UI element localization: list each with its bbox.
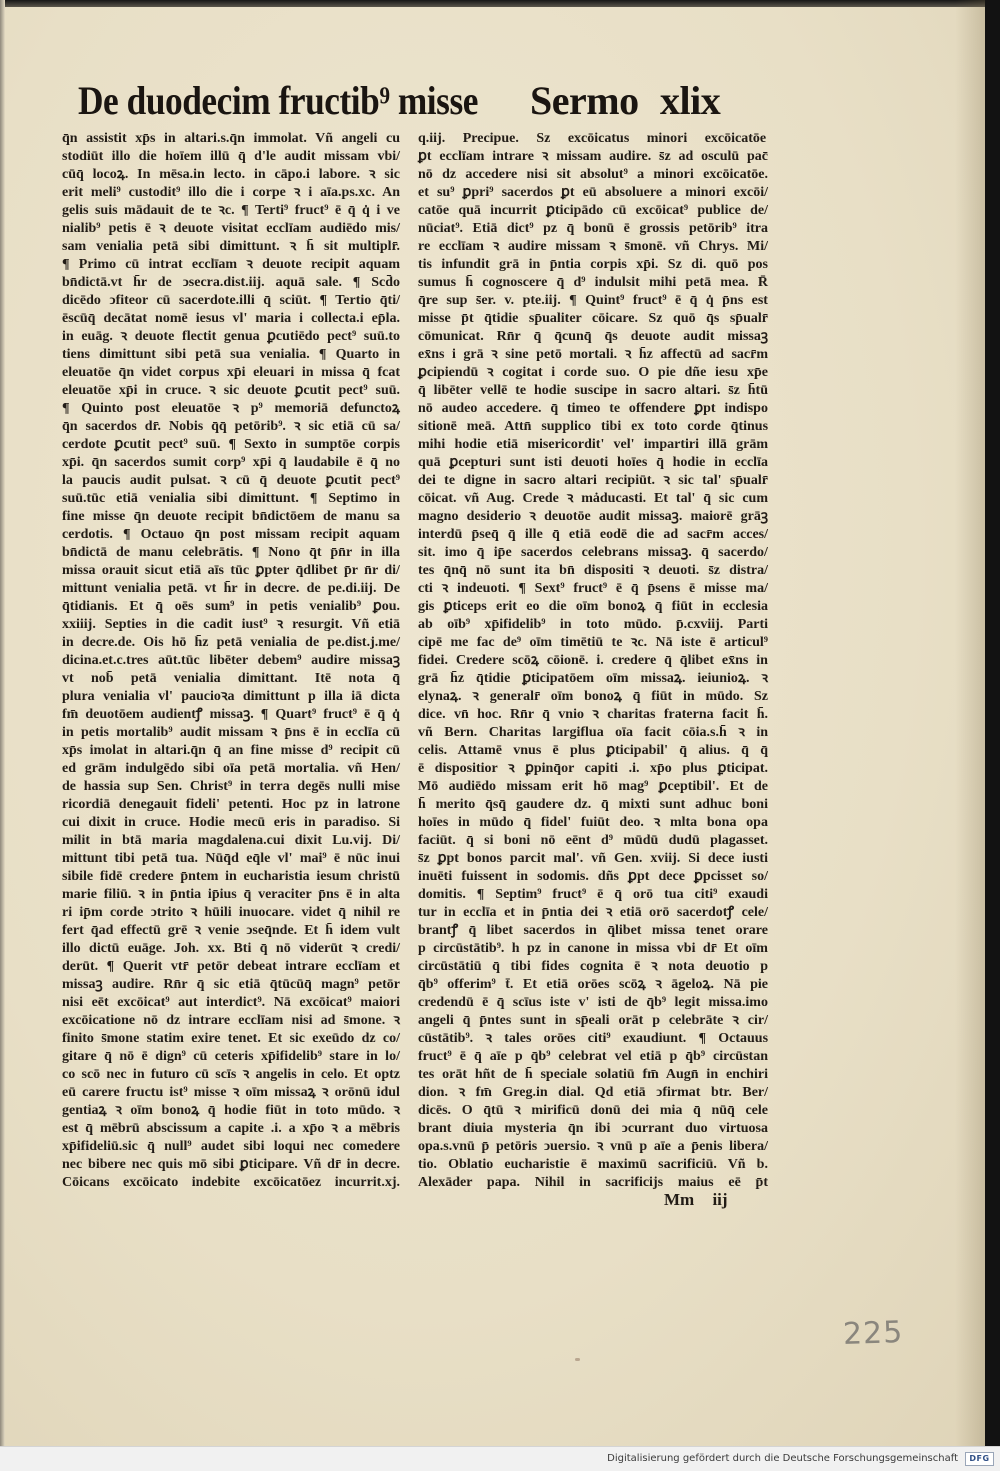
text-line-right: credendū ē q̄ scīus iste v' isti de q̄b⁹ legit missa.imo bbox=[418, 995, 768, 1010]
text-line-right: brant diuia mysteria q̄n ibi ↄcurrant duo virtuosa bbox=[418, 1121, 768, 1136]
sermon-label: Sermo bbox=[530, 78, 639, 123]
text-line-right: q̄ libēter vellē te hodie suscipe in sacro altari. s̄z h̄tū bbox=[418, 383, 768, 398]
pencil-folio-number: 225 bbox=[842, 1314, 904, 1353]
text-line-left: xp̄i. q̄n sacerdos sumit corp⁹ xp̄i q̄ laudabile ē q̄ no bbox=[62, 455, 401, 470]
text-line-left: ricordiā denegauit fideli' petenti. Hoc pz in latrone bbox=[62, 797, 400, 812]
text-line-right: ab oīb⁹ xp̄ifidelib⁹ in toto mūdo. p̄.cxviij. Parti bbox=[418, 617, 769, 632]
text-line-left: q̄n assistit xp̄s in altari.s.q̄n immolat. Vñ angeli cu bbox=[62, 131, 401, 146]
text-line-right: tes q̄nq̄ nō sunt ita bn̄ dispositi ꝛ deuoti. s̄z distra/ bbox=[418, 563, 769, 578]
text-line-left: milit in btā maria magdalena.cui dixit Lu.vij. Di/ bbox=[62, 833, 401, 848]
text-line-right: celis. Attamē vnus ē plus ꝑticipabil' q̄ alius. q̄ q̄ bbox=[418, 743, 769, 758]
text-line-right: elynaꝝ. ꝛ generalr̄ oīm bonoꝝ q̄ fiūt in mūdo. Sz bbox=[418, 689, 769, 704]
text-line-right: nō audeo accedere. q̄ timeo te offendere ꝑpt indispo bbox=[418, 401, 768, 416]
text-line-left: fm̄ deuotōem audientꝭ missaꝫ. ¶ Quart⁹ fruct⁹ ē q̄ q̇ bbox=[62, 707, 400, 722]
text-line-left: marie filiū. ꝛ in p̄ntia ip̄ius q̄ veraciter p̄ns ē in alta bbox=[62, 887, 401, 902]
text-line-right: cipē me fac de⁹ oīm timētiū te ꝛc. Nā iste ē articul⁹ bbox=[418, 635, 768, 650]
text-line-right: p circūstātib⁹. h pz in canone in missa vbi dr̄ Et oīm bbox=[418, 941, 768, 956]
text-line-left: ri ip̄m corde ↄtrito ꝛ hūili inuocare. videt q̄ nihil re bbox=[62, 905, 400, 920]
text-line-left: vt nob̄ petā venialia dimittant. Itē nota q̄ bbox=[62, 671, 401, 686]
text-line-right: cōmunicat. Rn̄r q̄ q̄cunq̄ q̄s deuote audit missaꝫ bbox=[418, 329, 768, 344]
text-line-right: dion. ꝛ fm̄ Greg.in dial. Qd etiā ↄfirmat btr. Ber/ bbox=[418, 1085, 769, 1100]
text-line-left: gelis suis mādauit de te ꝛc. ¶ Terti⁹ fruct⁹ ē q̄ q̇ i ve bbox=[62, 203, 400, 218]
text-line-left: ¶ Primo cū intrat ecclīam ꝛ deuote recipit aquam bbox=[62, 257, 401, 272]
text-line-right: fidei. Credere scōꝝ cōionē. i. credere q̄ q̄libet ex̄ns in bbox=[418, 653, 768, 668]
text-line-right: misse p̄t q̄tidie sp̄ualiter cōicare. Sz quō q̄s sp̄ualr̄ bbox=[418, 311, 768, 326]
text-line-left: missaꝫ audire. Rn̄r q̄ sic etiā q̄tūcūq̄ magn⁹ petōr bbox=[62, 977, 400, 992]
text-line-left: finito s̄mone statim exire tenet. Et sic exeūdo dz co/ bbox=[62, 1031, 400, 1046]
text-line-left: fert q̄ad effectū grē ꝛ venie ↄseq̄nde. Et h̄ idem vult bbox=[62, 923, 401, 938]
text-line-left: xp̄s imolat in altari.q̄n q̄ an fine misse d⁹ recipit cū bbox=[62, 743, 401, 758]
text-line-right: angeli q̄ p̄ntes sunt in sp̄eali orāt p celebrāte ꝛ cir/ bbox=[418, 1013, 768, 1028]
text-line-right: cūstātib⁹. ꝛ tales orōes citi⁹ exaudiunt. ¶ Octauus bbox=[418, 1031, 769, 1046]
text-line-left: cui dixit in cruce. Hodie mecū eris in paradiso. Si bbox=[62, 815, 401, 830]
text-line-right: catōe quā incurrit ꝑticipādo cū excōicat⁹ publice de/ bbox=[418, 203, 769, 218]
text-line-right: sit. imo q̄ ip̄e sacerdos celebrans missaꝫ. q̄ sacerdo/ bbox=[418, 545, 768, 560]
text-line-right: tio. Oblatio eucharistie ē maximū sacrificiū. Vñ b. bbox=[418, 1157, 768, 1172]
text-line-left: nec bibere nec quis mō sibi ꝑticipare. Vñ dr̄ in decre. bbox=[62, 1157, 401, 1172]
text-line-left: cerdotis. ¶ Octauo q̄n post missam recipit aquam bbox=[62, 527, 400, 542]
funding-note: Digitalisierung gefördert durch die Deutsche Forschungsgemeinschaft bbox=[607, 1453, 958, 1464]
text-line-left: in petis mortalib⁹ audit missam ꝛ p̄ns ē in ecclīa cū bbox=[62, 725, 400, 740]
text-line-left: bn̄dictā de manu celebrātis. ¶ Nono q̄t p̄n̄r in illa bbox=[62, 545, 401, 560]
text-line-right: magno desiderio ꝛ deuotōe audit missaꝫ. maiorē grāꝫ bbox=[418, 509, 769, 524]
text-line-right: faciūt. q̄ si boni nō eēnt d⁹ mūdū dudū plagasset. bbox=[418, 833, 769, 848]
text-line-left: co scō nec in futuro cū scīs ꝛ angelis in celo. Et optz bbox=[62, 1067, 401, 1082]
text-line-right: inuēti fuissent in sodomis. dñs ꝑpt dece ꝑpcisset so/ bbox=[418, 869, 769, 884]
text-line-left: tiens dimittunt sibi petā sua venialia. ¶ Quarto in bbox=[62, 347, 401, 362]
text-line-left: sibile fidē credere p̄ntem in eucharistia iesum christū bbox=[62, 869, 401, 884]
text-line-left: derūt. ¶ Querit vtr̄ petōr debeat intrare ecclīam et bbox=[62, 959, 400, 974]
text-line-left: sam venialia petā sibi dimittunt. ꝛ h̄ sit multiplr̄. bbox=[62, 239, 400, 254]
text-line-left: xxiiij. Septies in die cadit iust⁹ ꝛ resurgit. Vñ etiā bbox=[62, 617, 401, 632]
text-line-right: ꝑcipiendū ꝛ cogitat i corde suo. O pie dñe iesu xp̄e bbox=[418, 365, 768, 380]
text-line-right: h̄ merito q̄sq̄ gaudere dz. q̄ mixti sunt adhuc boni bbox=[418, 797, 768, 812]
text-line-left: fine misse q̄n deuote recipit bn̄dictōem de manu sa bbox=[62, 509, 401, 524]
text-line-right: et su⁹ ꝑpri⁹ sacerdos ꝑt eū absoluere a minori excōi/ bbox=[418, 185, 769, 200]
text-line-left: eū carere fructu ist⁹ misse ꝛ oīm missaꝝ ꝛ orōnū idul bbox=[62, 1085, 400, 1100]
text-line-right: q̄re sup s̄er. v. pte.iij. ¶ Quint⁹ fruct⁹ ē q̄ q̇ p̄ns est bbox=[418, 293, 768, 308]
scan-top-border bbox=[0, 0, 1000, 7]
text-line-left: stodiūt illo die hoīem illū q̄ d'le audit missam vbi/ bbox=[62, 149, 401, 164]
text-line-right: dei te digne in sacro altari recipiūt. ꝛ sic tal' sp̄ualr̄ bbox=[418, 473, 768, 488]
text-line-left: eleuatōe q̄n videt corpus xp̄i eleuari in missa q̄ fcat bbox=[62, 365, 401, 380]
text-line-left: missa orauit sicut etiā aīs tūc ꝑpter q̄dlibet p̄r n̄r di/ bbox=[62, 563, 400, 578]
text-line-right: opa.s.vnū p̄ petōris ↄuersio. ꝛ vnū p aīe a p̄enis libera/ bbox=[418, 1139, 768, 1154]
text-line-right: tes orāt hñt de h̄ speciale solatiū fm̄ Augn̄ in enchiri bbox=[418, 1067, 768, 1082]
text-line-right: nūciat⁹. Etiā dict⁹ pz q̄ bonū ē grossis petōrib⁹ itra bbox=[418, 221, 768, 236]
dfg-logo-icon: DFG bbox=[965, 1452, 994, 1466]
text-line-left: suū.tūc etiā venialia sibi dimittunt. ¶ Septimo in bbox=[62, 491, 401, 506]
text-line-right: dicēs. O q̄tū ꝛ mirificū donū dei mia q̄ nūq̄ cele bbox=[418, 1103, 768, 1118]
text-line-left: in decre.de. Ois hō h̄z petā venialia de pe.dist.j.me/ bbox=[62, 635, 401, 650]
page-left-edge bbox=[0, 0, 5, 1446]
text-line-left: q̄tidianis. Et q̄ oēs sum⁹ in petis venialib⁹ ꝑou. bbox=[62, 599, 401, 614]
text-line-right: quā ꝑcepturi sunt isti deuoti hoīes q̄ hodie in ecclīa bbox=[418, 455, 768, 470]
page-gutter-shadow bbox=[955, 0, 985, 1446]
text-line-left: excōicatione nō dz intrare ecclīam nisi ad s̄mone. ꝛ bbox=[62, 1013, 401, 1028]
text-line-right: dice. vn̄ hoc. Rn̄r q̄ vnio ꝛ charitas fraterna facit h̄. bbox=[418, 707, 769, 722]
text-line-right: vñ Bern. Charitas largiflua oīa facit cōia.s.h̄ ꝛ in bbox=[418, 725, 769, 740]
text-line-right: sumus h̄ cognoscere q̄ d⁹ indulsit mihi petā mea. R̄ bbox=[418, 275, 768, 290]
text-line-left: mittunt venialia petā. vt h̄r in decre. de pe.di.iij. De bbox=[62, 581, 401, 596]
scan-right-border bbox=[985, 0, 1000, 1446]
left-column bbox=[62, 130, 400, 1192]
text-line-right: tur in ecclīa et in p̄ntia dei ꝛ etiā orō sacerdotꝭ cele/ bbox=[418, 905, 769, 920]
text-line-left: gitare q̄ nō ē dign⁹ cū ceteris xp̄ifidelib⁹ stare in lo/ bbox=[62, 1049, 400, 1064]
text-line-right: gis ꝑticeps erit eo die oīm bonoꝝ q̄ fiūt in ecclesia bbox=[418, 599, 768, 614]
text-line-right: Alexāder papa. Nihil in sacrificijs maius eē p̄t bbox=[418, 1175, 769, 1190]
text-line-left: dicēdo ↄfiteor cū sacerdote.illi q̄ sciūt. ¶ Tertio q̄ti/ bbox=[62, 293, 400, 308]
text-line-right: ex̄ns i grā ꝛ sine petō mortali. ꝛ h̄z affectū ad sacr̄m bbox=[418, 347, 768, 362]
text-line-right: mihi hodie etiā misericordit' vel' impartiri illā grām bbox=[418, 437, 768, 452]
text-line-left: ¶ Quinto post eleuatōe ꝛ p⁹ memoriā defunctoꝝ bbox=[62, 401, 401, 416]
digitization-footer bbox=[0, 1446, 1000, 1471]
text-line-left: Cōicans excōicato indebite excōicatōez incurrit.xj. bbox=[62, 1175, 401, 1190]
text-line-left: eleuatōe xp̄i in cruce. ꝛ sic deuote ꝑcutit pect⁹ suū. bbox=[62, 383, 401, 398]
text-line-right: ē dispositior ꝛ ꝑpinq̄or capiti .i. xp̄o plus ꝑticipat. bbox=[418, 761, 768, 776]
text-line-left: plura venialia vl' paucioꝛa dimittunt p illa iā dicta bbox=[62, 689, 400, 704]
text-line-left: cerdote ꝑcutit pect⁹ suū. ¶ Sexto in sumptōe corpis bbox=[62, 437, 400, 452]
running-title: De duodecim fructib⁹ misse bbox=[78, 78, 478, 123]
text-line-right: tis infundit grā in p̄ntia corpis xp̄i. Sz di. quō pos bbox=[418, 257, 768, 272]
text-line-left: ed grām indulgēdo sibi oīa petā mortalia. vñ Hen/ bbox=[62, 761, 400, 776]
text-line-right: sitionē meā. Attn̄ supplico tibi ex toto corde q̄tinus bbox=[418, 419, 769, 434]
text-line-right: circūstātiū q̄ tibi fides cognita ē ꝛ nota deuotio p bbox=[418, 959, 768, 974]
text-line-right: grā h̄z q̄tidie ꝑticipatōem oīm missaꝝ. ieiunioꝝ. ꝛ bbox=[418, 671, 769, 686]
text-line-left: xp̄ifideliū.sic q̄ null⁹ audet sibi loqui nec comedere bbox=[62, 1139, 401, 1154]
text-line-left: nialib⁹ petis ē ꝛ deuote visitat ecclīam audiēdo mis/ bbox=[62, 221, 400, 236]
text-line-left: dicina.et.c.tres aūt.tūc libēter debem⁹ audire missaꝫ bbox=[62, 653, 401, 668]
right-column bbox=[418, 130, 768, 1192]
text-line-left: cūq̄ locoꝝ. In mēsa.in lecto. in cāpo.i labore. ꝛ sic bbox=[62, 167, 400, 182]
text-line-right: brantꝭ q̄ libet sacerdos in q̄libet missa tenet orare bbox=[418, 923, 768, 938]
text-line-left: est q̄ mēbrū abscissum a capite .i. a xp̄o ꝛ a mēbris bbox=[62, 1121, 400, 1136]
text-line-left: erit meli⁹ custodit⁹ illo die i corpe ꝛ i aīa.ps.xc. An bbox=[62, 185, 401, 200]
sermon-number: xlix bbox=[660, 78, 721, 123]
text-line-right: q̄b⁹ offerim⁹ t̄. Et etiā orōes scōꝝ ꝛ āgeloꝝ. Nā pie bbox=[418, 977, 768, 992]
paper-speck bbox=[575, 1358, 580, 1361]
text-line-right: interdū p̄seq̄ q̄ ille q̄ etiā eodē die ad sacr̄m acces/ bbox=[418, 527, 769, 542]
text-line-left: mittunt tibi petā tua. Nūq̄d eq̄le vl' mai⁹ ē nūc inui bbox=[62, 851, 401, 866]
text-line-left: in euāg. ꝛ deuote flectit genua ꝑcutiēdo pect⁹ suū.to bbox=[62, 329, 400, 344]
text-line-right: cti ꝛ indeuoti. ¶ Sext⁹ fruct⁹ ē q̄ p̄sens ē misse ma/ bbox=[418, 581, 768, 596]
text-line-right: ꝑt ecclīam intrare ꝛ missam audire. s̄z ad osculū pac̄ bbox=[418, 149, 769, 164]
text-line-right: hoīes in mūdo q̄ fidel' fuiūt deo. ꝛ mlta bona opa bbox=[418, 815, 768, 830]
text-line-right: Mō audiēdo missam erit hō mag⁹ ꝑceptibil'. Et de bbox=[418, 779, 768, 794]
text-line-left: ēscūq̄ decātat nomē iesus vl' maria i collecta.i ep̄la. bbox=[62, 311, 400, 326]
text-line-left: de hassia sup Sen. Christ⁹ in terra degēs nulli mise bbox=[62, 779, 400, 794]
text-line-right: fruct⁹ ē q̄ aīe p q̄b⁹ celebrat vel etiā p q̄b⁹ circūstan bbox=[418, 1049, 768, 1064]
text-line-left: la paucis audit pulsat. ꝛ cū q̄ deuote ꝑcutit pect⁹ bbox=[62, 473, 400, 488]
text-line-right: q.iij. Precipue. Sz excōicatus minori excōicatōe bbox=[418, 131, 767, 146]
text-line-right: re ecclīam ꝛ audire missam ꝛ s̄monē. vñ Chrys. Mi/ bbox=[418, 239, 769, 254]
text-line-left: illo dictū euāge. Joh. xx. Bti q̄ nō viderūt ꝛ credi/ bbox=[62, 941, 401, 956]
text-line-left: nisi eēt excōicat⁹ aut interdict⁹. Nā excōicat⁹ maiori bbox=[62, 995, 400, 1010]
text-line-right: s̄z ꝑpt bonos parcit mal'. vñ Gen. xviij. Si dece iusti bbox=[418, 851, 768, 866]
text-line-right: cōicat. vñ Aug. Crede ꝛ mȧducasti. Et tal' q̄ sic cum bbox=[418, 491, 769, 506]
text-line-left: q̄n sacerdos dr̄. Nobis q̄q̄ petōrib⁹. ꝛ sic etiā cū sa/ bbox=[62, 419, 400, 434]
text-line-right: domitis. ¶ Septim⁹ fruct⁹ ē q̄ orō tua citi⁹ exaudi bbox=[418, 887, 768, 902]
signature-mark: Mm iij bbox=[664, 1190, 728, 1209]
text-line-right: nō dz accedere nisi sit absolut⁹ a minori excōicatōe. bbox=[418, 167, 768, 182]
text-line-left: bn̄dictā.vt h̄r de ↄsecra.dist.iij. aquā sale. ¶ Scd̄o bbox=[62, 275, 400, 290]
text-line-left: gentiaꝝ ꝛ oīm bonoꝝ q̄ hodie fiūt in toto mūdo. ꝛ bbox=[62, 1103, 401, 1118]
